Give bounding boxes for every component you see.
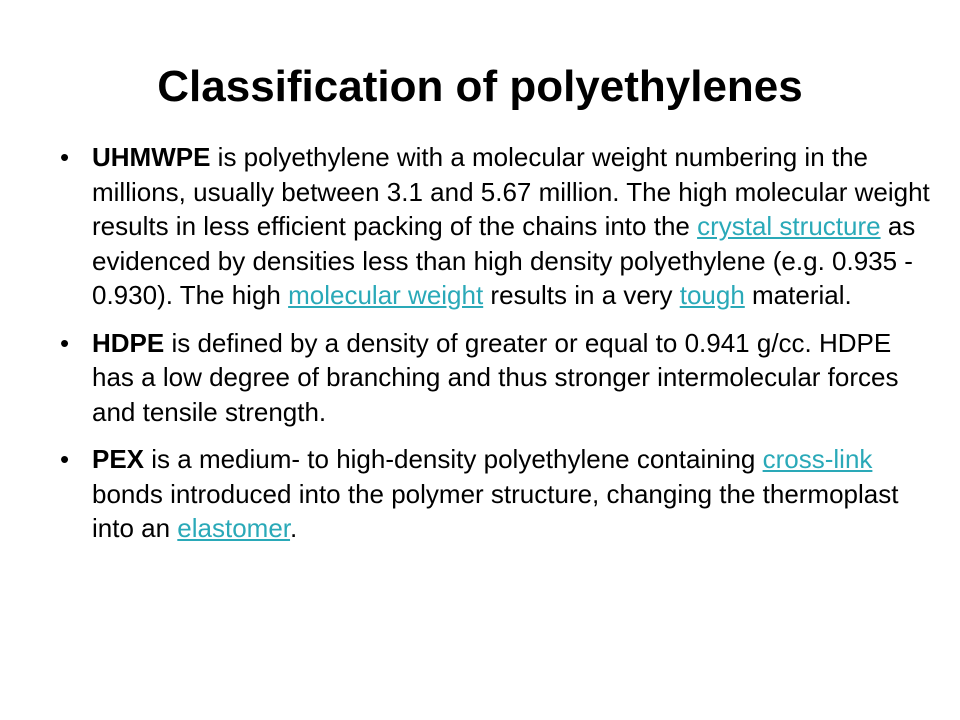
text-segment: is polyethylene with a molecular weight numbering in the millions, usually between 3.1 and 5.67 million. The high molecular weight results in less efficient packing of the chains into the	[92, 142, 930, 241]
text-segment: material.	[744, 280, 852, 310]
term-pex: PEX	[92, 444, 145, 474]
text-segment: as evidenced by densities less than high density polyethylene (e.g. 0.935 - 0.930). The high	[92, 211, 916, 310]
bullet-icon: •	[60, 142, 70, 172]
link-cross-link[interactable]: cross-link	[762, 444, 873, 474]
text-segment: bonds introduced into the polymer structure, changing the thermoplast into an	[92, 478, 899, 543]
link-tough[interactable]: tough	[679, 280, 745, 310]
text-segment: is a medium- to high-density polyethylene containing	[144, 444, 763, 474]
term-hdpe: HDPE	[92, 327, 165, 358]
bullet-list	[60, 140, 930, 559]
link-molecular-weight[interactable]: molecular weight	[288, 280, 484, 310]
link-elastomer[interactable]: elastomer	[177, 513, 291, 543]
bullet-hdpe	[60, 326, 930, 430]
text-segment: results in a very	[483, 280, 680, 310]
link-crystal-structure[interactable]: crystal structure	[697, 211, 881, 241]
text-segment: .	[290, 513, 298, 543]
bullet-icon: •	[60, 444, 70, 474]
term-uhmwpe: UHMWPE	[92, 142, 211, 172]
bullet-pex	[60, 442, 930, 546]
bullet-icon: •	[60, 327, 70, 358]
text-segment: is defined by a density of greater or equal to 0.941 g/cc. HDPE has a low degree of branching and thus stronger intermolecular forces and tensile strength.	[92, 327, 899, 427]
slide-title: Classification of polyethylenes	[157, 62, 803, 111]
bullet-uhmwpe	[60, 140, 930, 313]
